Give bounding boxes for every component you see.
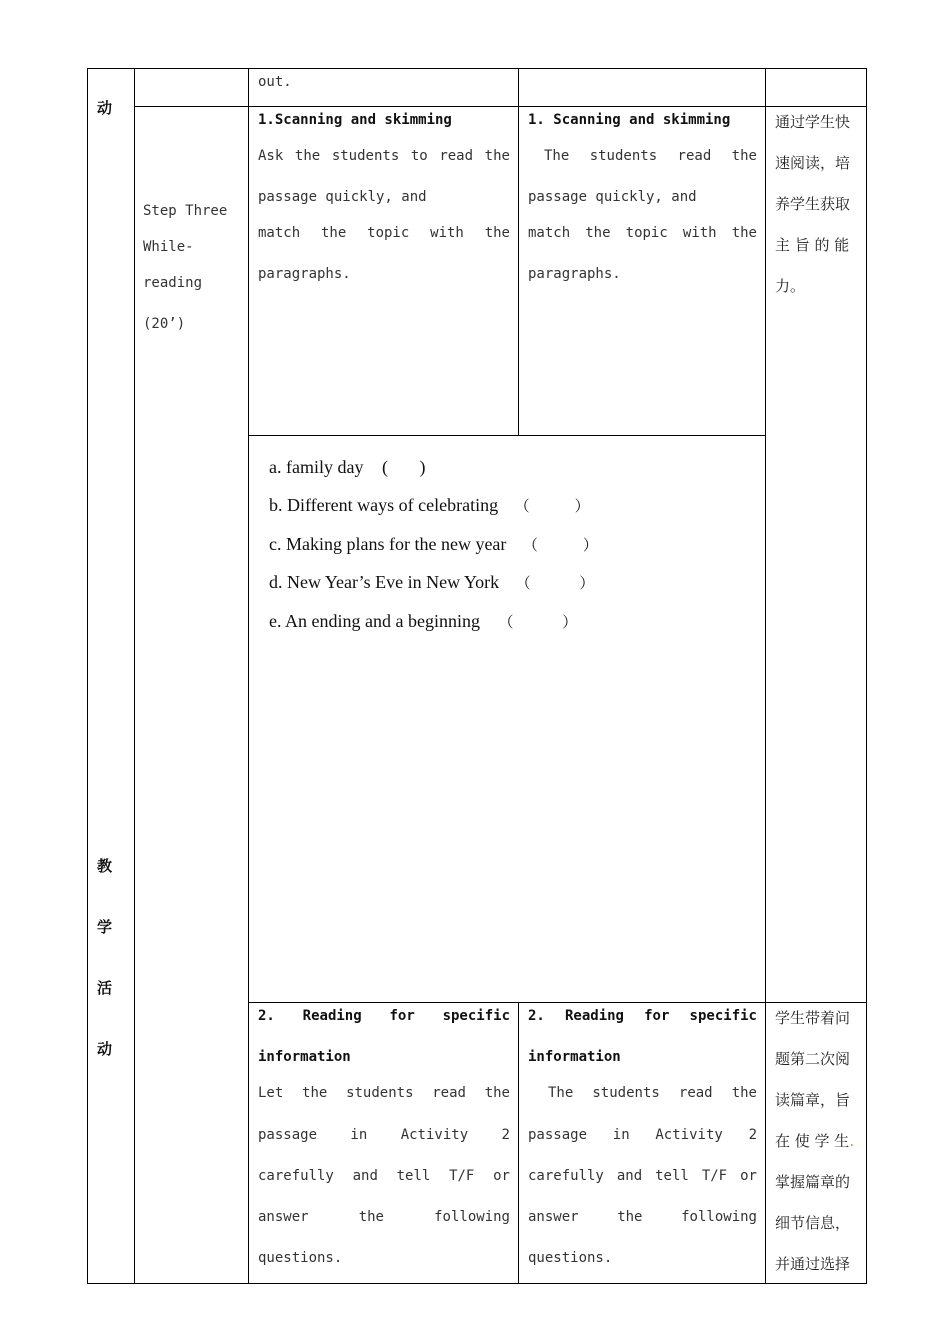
task1-teacher-line-1 xyxy=(258,148,510,164)
answer-blank: （ ） xyxy=(498,615,578,631)
task2-student-heading-2: information xyxy=(528,1049,621,1065)
match-item-text: e. An ending and a beginning xyxy=(269,611,480,631)
word: the xyxy=(617,1209,643,1225)
word: the xyxy=(731,1085,757,1101)
word: students xyxy=(331,148,400,164)
word: Reading xyxy=(564,1008,624,1024)
word: with xyxy=(430,225,464,241)
step-duration: (20’) xyxy=(143,316,186,332)
word: answer xyxy=(528,1209,579,1225)
task2-purpose-5: 掌握篇章的 xyxy=(775,1173,851,1191)
task1-purpose-3: 养学生获取 xyxy=(775,195,851,213)
word: or xyxy=(740,1168,757,1184)
word: students xyxy=(589,148,658,164)
word: with xyxy=(682,225,717,241)
task1-purpose-2: 速阅读，培 xyxy=(775,154,851,172)
word: tell xyxy=(655,1168,689,1184)
word: or xyxy=(493,1168,510,1184)
word: T/F xyxy=(701,1168,728,1184)
word: topic xyxy=(367,225,410,241)
word: read xyxy=(432,1085,466,1101)
task2-purpose-1: 学生带着问 xyxy=(775,1009,851,1027)
word: in xyxy=(612,1127,630,1143)
word: for xyxy=(644,1008,670,1024)
word: the xyxy=(484,225,510,241)
task2-teacher-line-5: questions. xyxy=(258,1250,343,1266)
word: carefully xyxy=(528,1168,604,1184)
task2-teacher-line-1 xyxy=(258,1085,510,1101)
answer-blank: ( ) xyxy=(381,457,426,477)
word: specific xyxy=(442,1008,510,1024)
match-item-text: b. Different ways of celebrating xyxy=(269,495,499,515)
task1-purpose-5: 力。 xyxy=(775,277,806,295)
task2-student-line-2 xyxy=(528,1127,757,1143)
table-border-bottom xyxy=(87,1283,867,1284)
step-title: Step Three xyxy=(143,203,228,219)
task2-teacher-heading xyxy=(258,1008,510,1024)
word: for xyxy=(389,1008,415,1024)
answer-blank: （ ） xyxy=(522,538,598,554)
side-label-top: 动 xyxy=(97,99,113,117)
task1-teacher-line-3 xyxy=(258,225,510,241)
word: topic xyxy=(625,225,668,241)
word: carefully xyxy=(258,1168,334,1184)
word: 2. xyxy=(528,1008,545,1024)
word: the xyxy=(302,1085,328,1101)
row-divider-3 xyxy=(248,1002,867,1003)
highlight-dot: . xyxy=(849,1132,855,1150)
word: the xyxy=(484,148,510,164)
task2-teacher-line-3 xyxy=(258,1168,510,1184)
side-label-2: 学 xyxy=(97,918,113,936)
word: passage xyxy=(528,1127,588,1143)
task2-student-heading xyxy=(528,1008,757,1024)
word: the xyxy=(731,225,757,241)
table-border-top xyxy=(87,68,867,69)
col-divider-4 xyxy=(765,68,766,1284)
table-border-left xyxy=(87,68,88,1284)
match-item-e xyxy=(269,611,577,632)
task1-student-line-1 xyxy=(544,148,757,164)
word: Activity xyxy=(655,1127,723,1143)
word: students xyxy=(592,1085,660,1101)
side-label-4: 动 xyxy=(97,1040,113,1058)
step-stage-2: reading xyxy=(143,275,203,291)
task1-student-line-4: paragraphs. xyxy=(528,266,621,282)
word: Reading xyxy=(302,1008,362,1024)
match-item-c xyxy=(269,534,598,555)
col-divider-2 xyxy=(248,68,249,1284)
task2-purpose-4 xyxy=(775,1130,854,1151)
word: the xyxy=(731,148,757,164)
match-item-text: c. Making plans for the new year xyxy=(269,534,507,554)
word: the xyxy=(484,1085,510,1101)
task2-purpose-2: 题第二次阅 xyxy=(775,1050,851,1068)
word: the xyxy=(585,225,611,241)
task2-student-line-5: questions. xyxy=(528,1250,613,1266)
col-divider-3b xyxy=(518,1002,519,1284)
task2-student-line-4 xyxy=(528,1209,757,1225)
task2-student-line-3 xyxy=(528,1168,757,1184)
row0-teacher-text: out. xyxy=(258,74,292,90)
task1-purpose-4: 主 旨 的 能 xyxy=(775,236,850,254)
task2-purpose-7: 并通过选择 xyxy=(775,1255,851,1273)
col-divider-1 xyxy=(134,68,135,1284)
task1-student-line-2: passage quickly, and xyxy=(528,189,697,205)
step-stage: While- xyxy=(143,239,194,255)
row-divider-2 xyxy=(248,435,766,436)
task2-student-line-1 xyxy=(548,1085,757,1101)
word: Ask xyxy=(258,148,284,164)
word: tell xyxy=(396,1168,431,1184)
word: following xyxy=(434,1209,510,1225)
word: 2 xyxy=(748,1127,757,1143)
match-item-a xyxy=(269,457,425,478)
task2-teacher-heading-2: information xyxy=(258,1049,351,1065)
word: the xyxy=(294,148,321,164)
word: in xyxy=(350,1127,368,1143)
task1-teacher-heading: 1.Scanning and skimming xyxy=(258,112,452,128)
purpose-text: 在 使 学 生 xyxy=(775,1132,850,1150)
word: Activity xyxy=(400,1127,469,1143)
side-label-3: 活 xyxy=(97,979,113,997)
word: read xyxy=(677,148,712,164)
word: The xyxy=(548,1085,574,1101)
word: match xyxy=(258,225,301,241)
task2-teacher-line-2 xyxy=(258,1127,510,1143)
word: match xyxy=(528,225,571,241)
row-divider-1 xyxy=(134,106,867,107)
answer-blank: （ ） xyxy=(514,499,590,515)
match-item-text: d. New Year’s Eve in New York xyxy=(269,572,500,592)
word: 2. xyxy=(258,1008,275,1024)
word: T/F xyxy=(449,1168,475,1184)
match-item-d xyxy=(269,572,594,593)
word: Let xyxy=(258,1085,284,1101)
word: read xyxy=(439,148,474,164)
task1-teacher-line-4: paragraphs. xyxy=(258,266,351,282)
word: specific xyxy=(689,1008,757,1024)
answer-blank: （ ） xyxy=(515,576,595,592)
side-label-1: 教 xyxy=(97,857,113,875)
task1-teacher-line-2: passage quickly, and xyxy=(258,189,427,205)
task2-teacher-line-4 xyxy=(258,1209,510,1225)
match-item-text: a. family day xyxy=(269,457,364,477)
word: following xyxy=(681,1209,757,1225)
word: passage xyxy=(258,1127,318,1143)
word: The xyxy=(544,148,570,164)
table-border-right xyxy=(866,68,867,1284)
word: and xyxy=(616,1168,643,1184)
word: the xyxy=(321,225,347,241)
task2-purpose-3: 读篇章，旨 xyxy=(775,1091,851,1109)
word: the xyxy=(358,1209,384,1225)
task1-purpose-1: 通过学生快 xyxy=(775,113,851,131)
word: and xyxy=(352,1168,378,1184)
word: answer xyxy=(258,1209,309,1225)
match-item-b xyxy=(269,495,590,516)
col-divider-3a xyxy=(518,68,519,435)
task1-student-line-3 xyxy=(528,225,757,241)
word: read xyxy=(678,1085,713,1101)
task1-student-heading: 1. Scanning and skimming xyxy=(528,112,731,128)
word: 2 xyxy=(501,1127,510,1143)
word: students xyxy=(346,1085,414,1101)
task2-purpose-6: 细节信息， xyxy=(775,1214,851,1232)
word: to xyxy=(410,148,428,164)
